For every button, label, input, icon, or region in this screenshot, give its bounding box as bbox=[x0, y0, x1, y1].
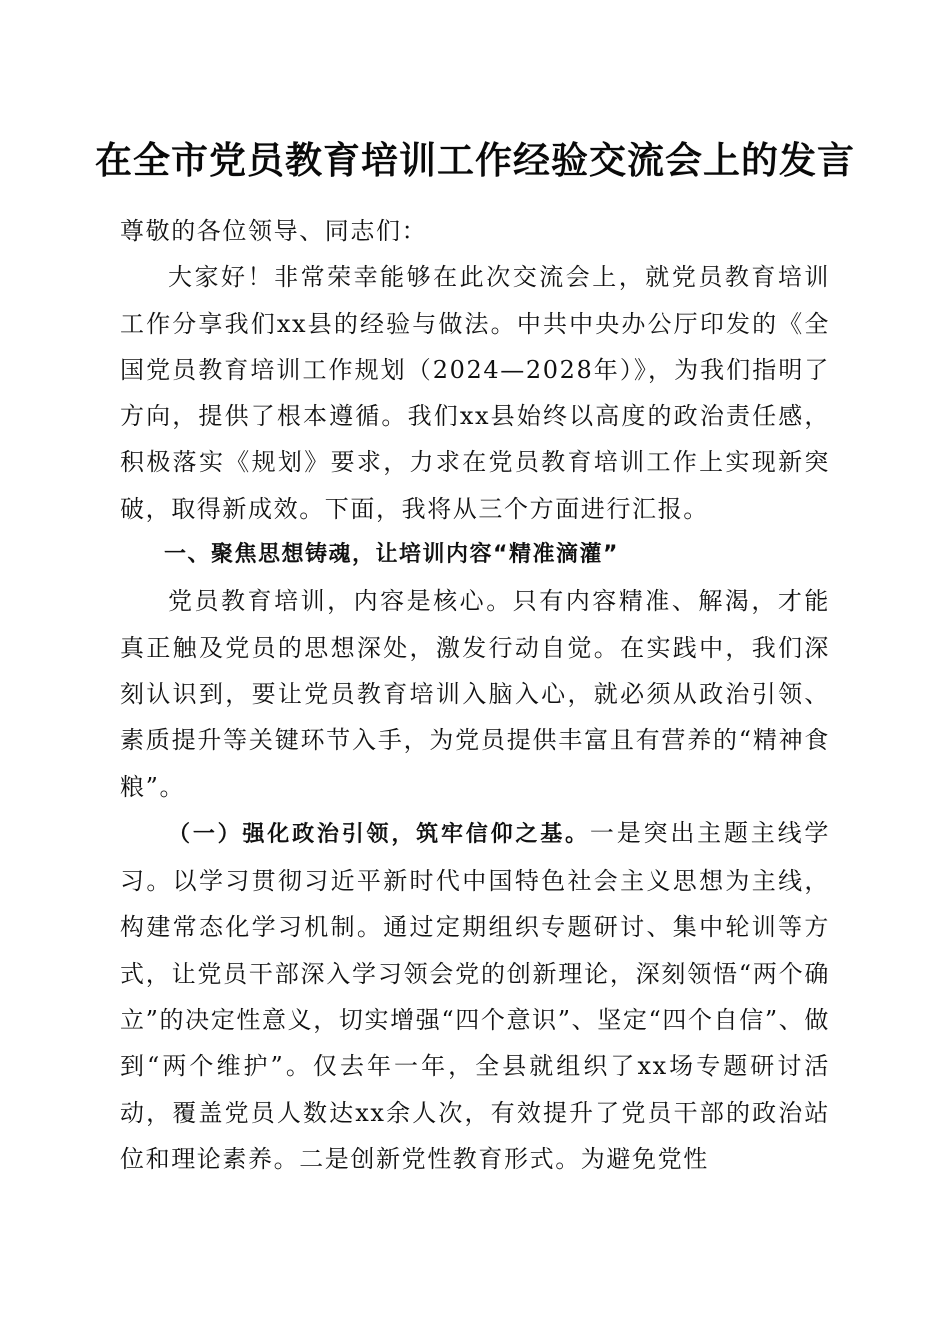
document-body bbox=[120, 208, 830, 1182]
section-heading-1: 一、聚焦思想铸魂，让培训内容“精准滴灌” bbox=[164, 542, 619, 568]
intro-paragraph: 大家好！非常荣幸能够在此次交流会上，就党员教育培训工作分享我们xx县的经验与做法。中共中央办公厅印发的《全国党员教育培训工作规划（2024—2028年）》，为我们指明了方向，提供了根本遵循。我们xx县始终以高度的政治责任感，积极落实《规划》要求，力求在党员教育培训工作上实现新突破，取得新成效。下面，我将从三个方面进行汇报。 bbox=[120, 263, 830, 523]
section-1-paragraph: 党员教育培训，内容是核心。只有内容精准、解渴，才能真正触及党员的思想深处，激发行动自觉。在实践中，我们深刻认识到，要让党员教育培训入脑入心，就必须从政治引领、素质提升等关键环节入手，为党员提供丰富且有营养的“精神食粮”。 bbox=[120, 587, 830, 801]
subsection-1-paragraph bbox=[120, 810, 830, 1182]
subsection-heading-1: （一）强化政治引领，筑牢信仰之基。 bbox=[168, 821, 590, 847]
page-title: 在全市党员教育培训工作经验交流会上的发言 bbox=[95, 138, 855, 182]
subsection-1-text: 一是突出主题主线学习。以学习贯彻习近平新时代中国特色社会主义思想为主线，构建常态化学习机制。通过定期组织专题研讨、集中轮训等方式，让党员干部深入学习领会党的创新理论，深刻领悟“两个确立”的决定性意义，切实增强“四个意识”、坚定“四个自信”、做到“两个维护”。仅去年一年，全县就组织了xx场专题研讨活动，覆盖党员人数达xx余人次，有效提升了党员干部的政治站位和理论素养。二是创新党性教育形式。为避免党性 bbox=[120, 818, 830, 1173]
salutation: 尊敬的各位领导、同志们： bbox=[120, 217, 428, 245]
